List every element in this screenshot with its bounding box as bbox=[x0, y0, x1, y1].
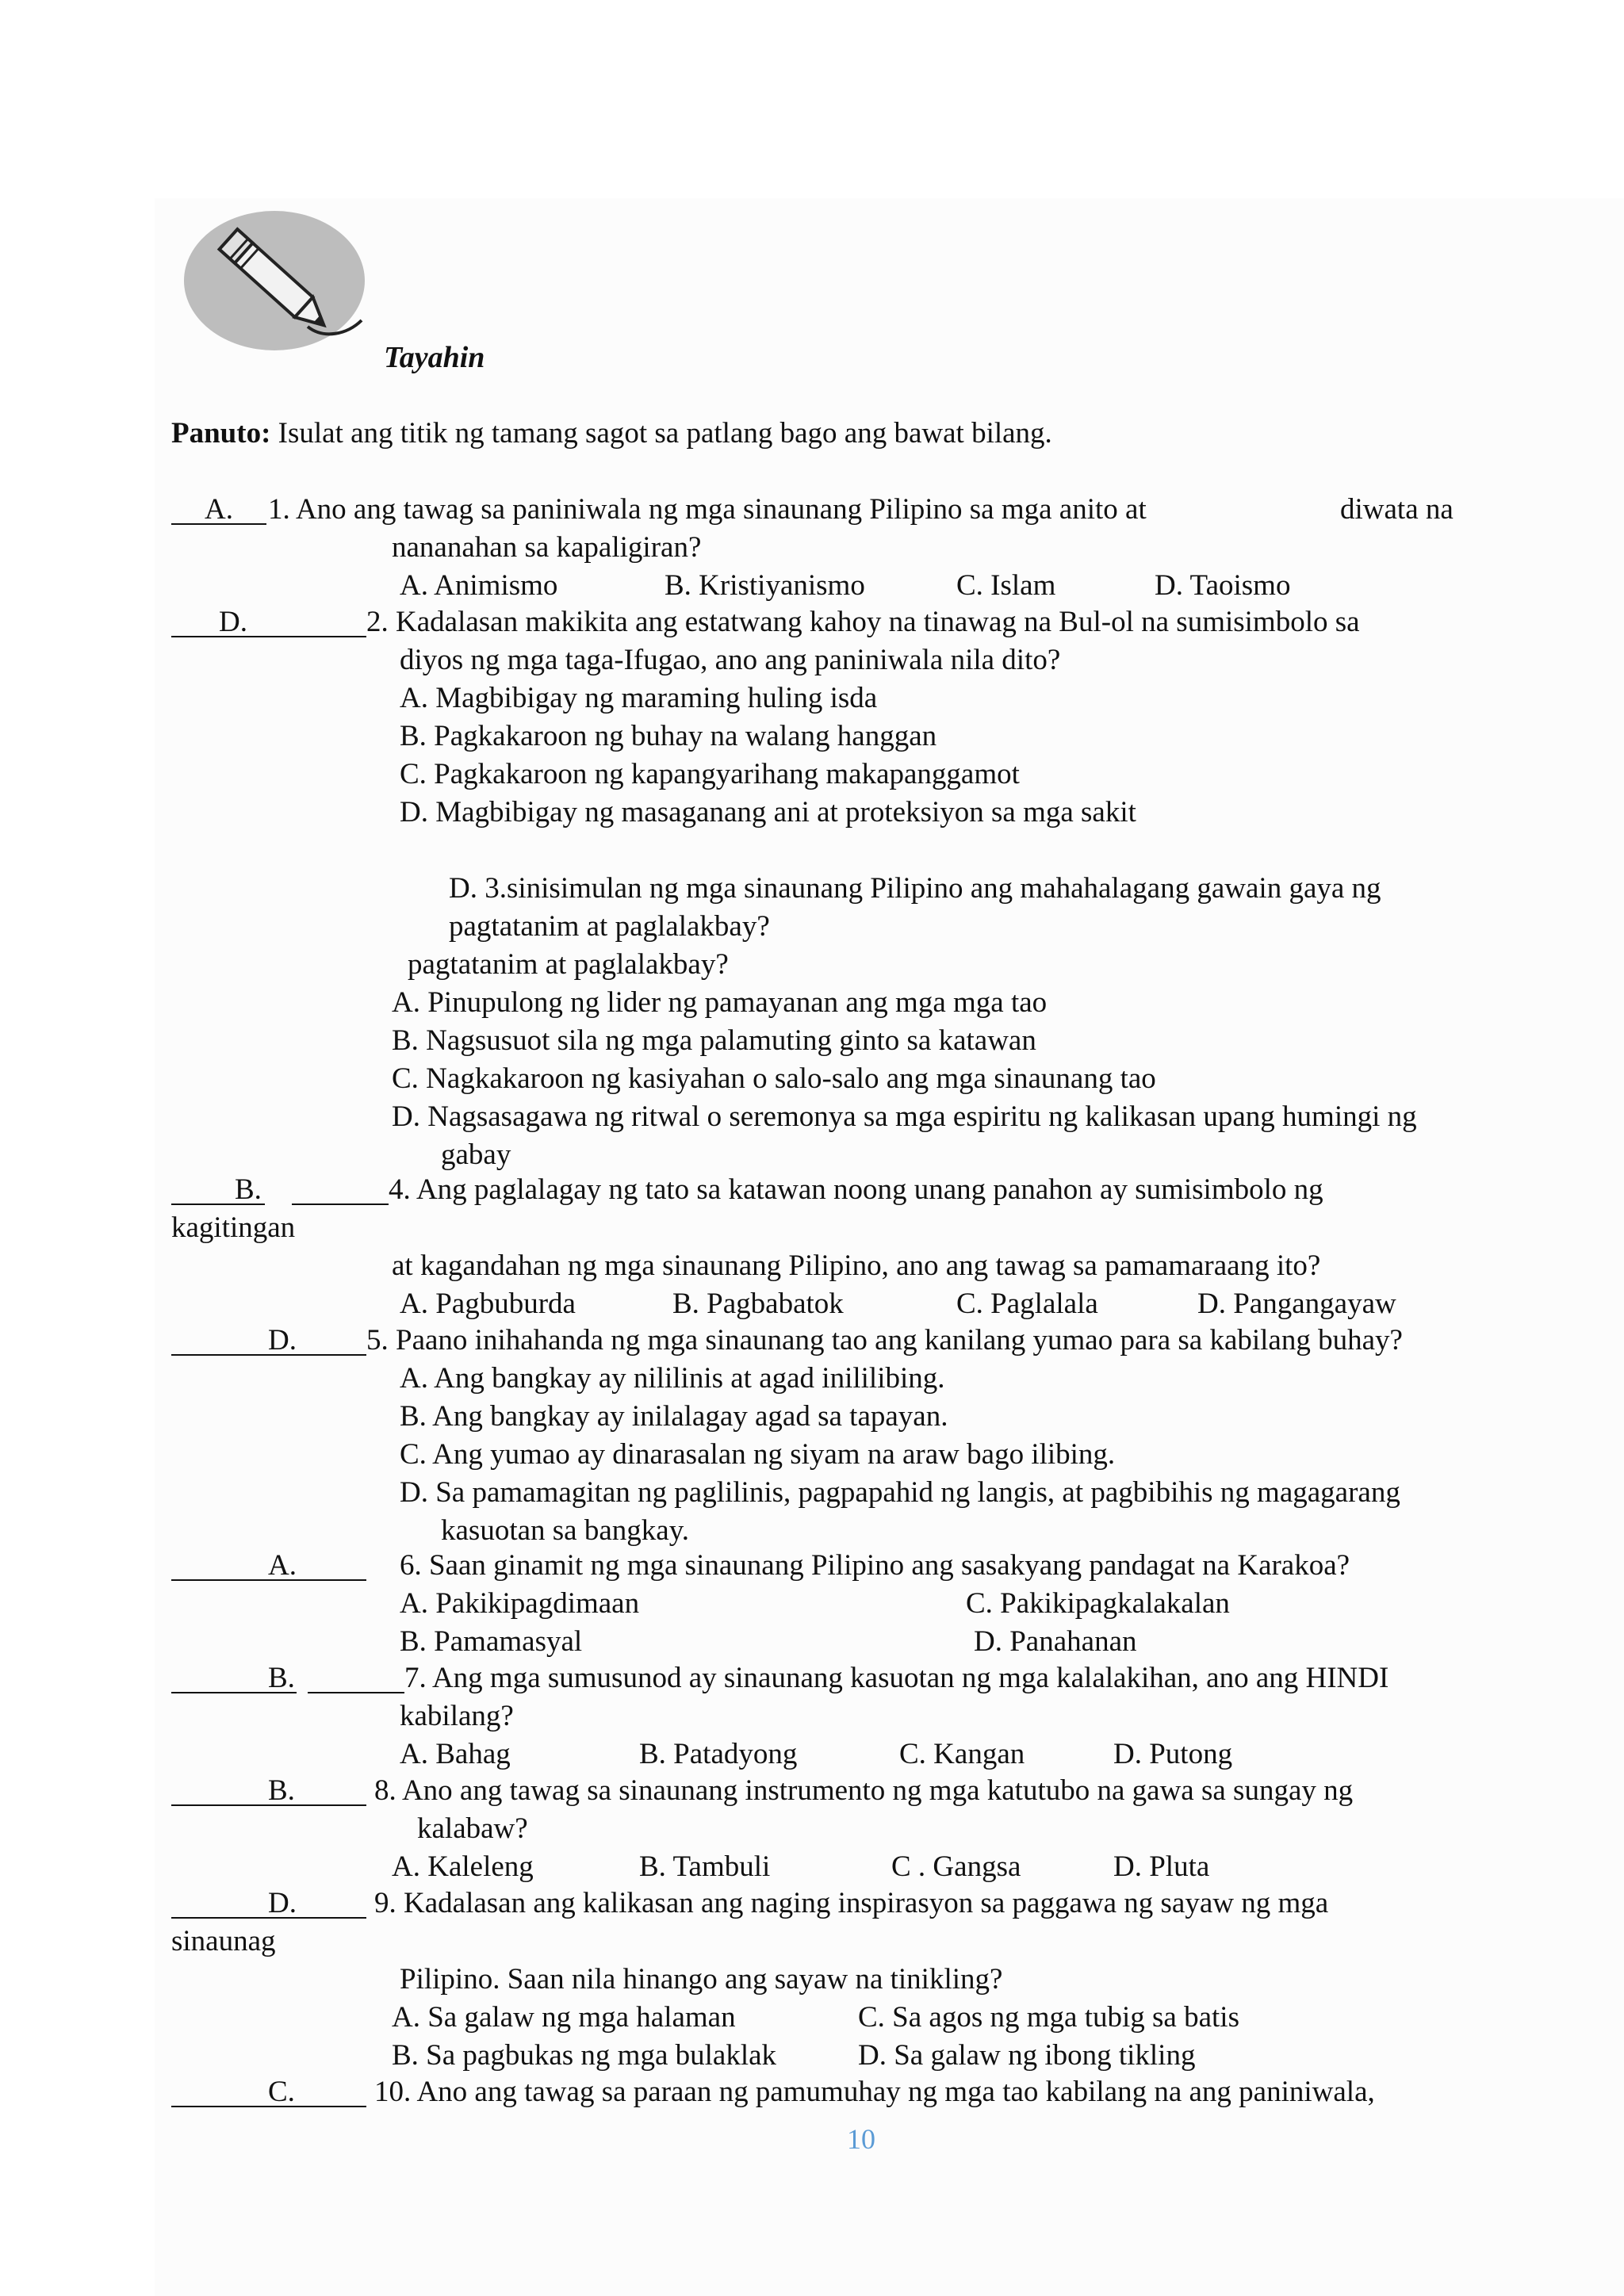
choice: B. Patadyong bbox=[639, 1738, 798, 1770]
instruction-label: Panuto: bbox=[171, 417, 271, 450]
choice: A. Magbibigay ng maraming huling isda bbox=[400, 682, 878, 714]
answer-blank[interactable] bbox=[308, 1692, 404, 1693]
answer-letter: B. bbox=[235, 1173, 262, 1206]
answer-letter: C. bbox=[268, 2076, 295, 2108]
question-4-text: at kagandahan ng mga sinaunang Pilipino, ano ang tawag sa pamamaraang ito? bbox=[392, 1249, 1321, 1282]
choice: B. Sa pagbukas ng mga bulaklak bbox=[392, 2039, 777, 2072]
choice: D. Sa galaw ng ibong tikling bbox=[858, 2039, 1196, 2072]
choice: C. Islam bbox=[956, 569, 1056, 602]
choice: A. Bahag bbox=[400, 1738, 511, 1770]
choice: D. Nagsasagawa ng ritwal o seremonya sa mga espiritu ng kalikasan upang humingi ng bbox=[392, 1100, 1417, 1133]
question-8-text: kalabaw? bbox=[417, 1812, 528, 1845]
choice: A. Ang bangkay ay nililinis at agad inililibing. bbox=[400, 1362, 945, 1395]
choice: D. Pluta bbox=[1113, 1850, 1210, 1883]
choice: C. Sa agos ng mga tubig sa batis bbox=[858, 2001, 1239, 2034]
choice: gabay bbox=[441, 1138, 511, 1171]
choice: D. Putong bbox=[1113, 1738, 1233, 1770]
answer-letter: D. bbox=[268, 1887, 297, 1919]
answer-letter: D. bbox=[219, 606, 247, 638]
question-8-text: 8. Ano ang tawag sa sinaunang instrumento ng mga katutubo na gawa sa sungay ng bbox=[374, 1774, 1354, 1807]
question-3-text: pagtatanim at paglalakbay? bbox=[408, 948, 729, 981]
answer-blank[interactable] bbox=[171, 636, 366, 637]
question-3-text: D. 3.sinisimulan ng mga sinaunang Pilipino ang mahahalagang gawain gaya ng bbox=[449, 872, 1381, 905]
question-5-text: 5. Paano inihahanda ng mga sinaunang tao ang kanilang yumao para sa kabilang buhay? bbox=[366, 1324, 1403, 1357]
choice: D. Magbibigay ng masaganang ani at proteksiyon sa mga sakit bbox=[400, 796, 1136, 828]
instruction-text: Isulat ang titik ng tamang sagot sa patlang bago ang bawat bilang. bbox=[278, 417, 1052, 450]
choice: D. Pangangayaw bbox=[1197, 1288, 1396, 1320]
choice: A. Pagbuburda bbox=[400, 1288, 576, 1320]
choice: B. Pagbabatok bbox=[672, 1288, 844, 1320]
choice: A. Animismo bbox=[400, 569, 558, 602]
choice: B. Tambuli bbox=[639, 1850, 771, 1883]
question-1-text: nananahan sa kapaligiran? bbox=[392, 531, 702, 564]
question-7-text: kabilang? bbox=[400, 1700, 514, 1732]
answer-letter: A. bbox=[205, 493, 233, 526]
question-3-text: pagtatanim at paglalakbay? bbox=[449, 910, 770, 943]
choice: A. Sa galaw ng mga halaman bbox=[392, 2001, 736, 2034]
answer-letter: B. bbox=[268, 1662, 295, 1694]
question-6-text: 6. Saan ginamit ng mga sinaunang Pilipino ang sasakyang pandagat na Karakoa? bbox=[400, 1549, 1350, 1582]
answer-letter: B. bbox=[268, 1774, 295, 1807]
choice: A. Kaleleng bbox=[392, 1850, 534, 1883]
question-9-text: sinaunag bbox=[171, 1925, 276, 1957]
question-9-text: Pilipino. Saan nila hinango ang sayaw na tinikling? bbox=[400, 1963, 1003, 1996]
question-4-text: 4. Ang paglalagay ng tato sa katawan noong unang panahon ay sumisimbolo ng bbox=[389, 1173, 1323, 1206]
choice: B. Nagsusuot sila ng mga palamuting ginto sa katawan bbox=[392, 1024, 1036, 1057]
question-4-text: kagitingan bbox=[171, 1211, 296, 1244]
question-2-text: diyos ng mga taga-Ifugao, ano ang paniniwala nila dito? bbox=[400, 644, 1061, 676]
question-1-text: diwata na bbox=[1340, 493, 1454, 526]
question-10-text: 10. Ano ang tawag sa paraan ng pamumuhay ng mga tao kabilang na ang paniniwala, bbox=[374, 2076, 1375, 2108]
pencil-icon bbox=[181, 208, 368, 354]
answer-blank[interactable] bbox=[292, 1203, 389, 1205]
choice: C. Pakikipagkalakalan bbox=[966, 1587, 1230, 1620]
choice: C. Pagkakaroon ng kapangyarihang makapanggamot bbox=[400, 758, 1020, 790]
choice: A. Pakikipagdimaan bbox=[400, 1587, 640, 1620]
question-9-text: 9. Kadalasan ang kalikasan ang naging inspirasyon sa paggawa ng sayaw ng mga bbox=[374, 1887, 1329, 1919]
choice: C. Paglalala bbox=[956, 1288, 1098, 1320]
choice: C . Gangsa bbox=[891, 1850, 1021, 1883]
page-title: Tayahin bbox=[384, 341, 485, 374]
choice: B. Pagkakaroon ng buhay na walang hanggan bbox=[400, 720, 937, 752]
question-7-text: 7. Ang mga sumusunod ay sinaunang kasuotan ng mga kalalakihan, ano ang HINDI bbox=[404, 1662, 1389, 1694]
choice: B. Ang bangkay ay inilalagay agad sa tapayan. bbox=[400, 1400, 948, 1433]
choice: C. Kangan bbox=[899, 1738, 1025, 1770]
choice: D. Taoismo bbox=[1155, 569, 1291, 602]
choice: C. Nagkakaroon ng kasiyahan o salo-salo ang mga sinaunang tao bbox=[392, 1062, 1156, 1095]
choice: D. Panahanan bbox=[974, 1625, 1137, 1658]
choice: kasuotan sa bangkay. bbox=[441, 1514, 690, 1547]
choice: C. Ang yumao ay dinarasalan ng siyam na araw bago ilibing. bbox=[400, 1438, 1116, 1471]
answer-letter: D. bbox=[268, 1324, 297, 1357]
instruction bbox=[171, 419, 1052, 448]
question-2-text: 2. Kadalasan makikita ang estatwang kahoy na tinawag na Bul-ol na sumisimbolo sa bbox=[366, 606, 1360, 638]
question-1-text: 1. Ano ang tawag sa paniniwala ng mga sinaunang Pilipino sa mga anito at bbox=[268, 493, 1147, 526]
choice: A. Pinupulong ng lider ng pamayanan ang mga mga tao bbox=[392, 986, 1048, 1019]
answer-letter: A. bbox=[268, 1549, 297, 1582]
choice: B. Pamamasyal bbox=[400, 1625, 583, 1658]
choice: D. Sa pamamagitan ng paglilinis, pagpapahid ng langis, at pagbibihis ng magagarang bbox=[400, 1476, 1400, 1509]
choice: B. Kristiyanismo bbox=[665, 569, 865, 602]
page-number: 10 bbox=[847, 2123, 875, 2155]
